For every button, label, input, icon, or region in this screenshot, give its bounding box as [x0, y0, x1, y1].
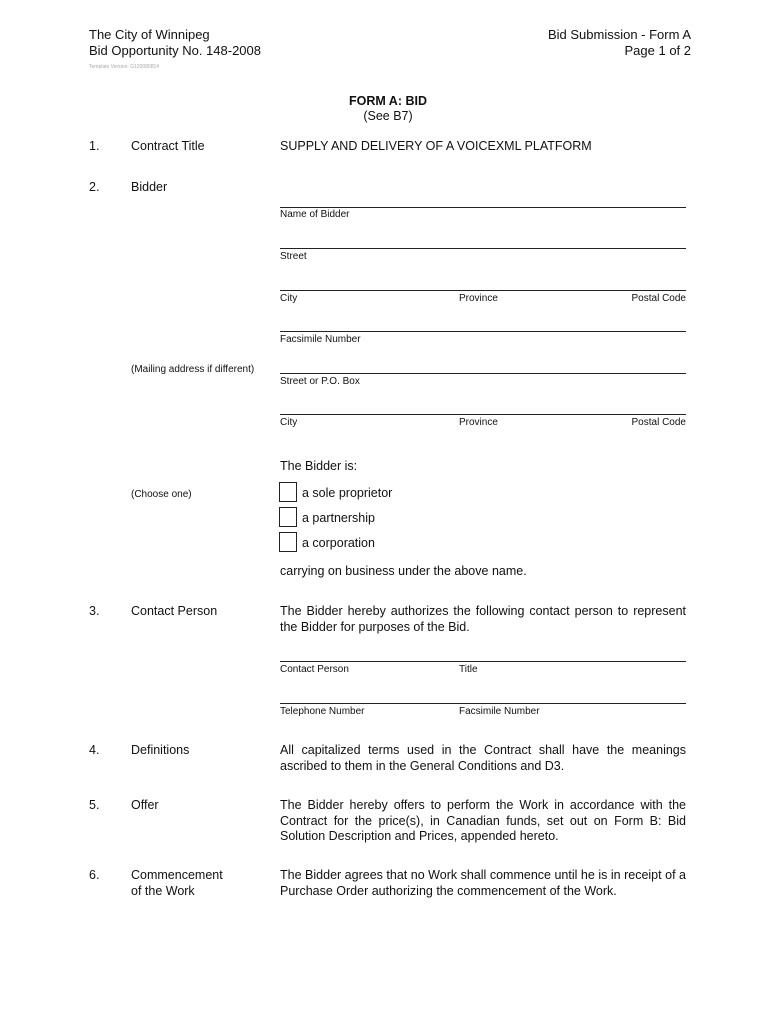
street-field[interactable]	[280, 248, 686, 249]
street-caption: Street	[280, 251, 307, 262]
section-6-label-line2: of the Work	[131, 883, 195, 898]
mailing-city-province-postal-field[interactable]	[280, 414, 686, 415]
section-4-number: 4.	[89, 743, 100, 757]
title-caption: Title	[459, 664, 478, 675]
template-version: Template Version: G120080814	[89, 64, 160, 70]
corporation-label: a corporation	[302, 536, 375, 550]
name-of-bidder-caption: Name of Bidder	[280, 209, 350, 220]
section-3-number: 3.	[89, 604, 100, 618]
partnership-checkbox[interactable]	[279, 507, 297, 527]
form-title: FORM A: BID	[349, 94, 427, 108]
contract-title-value: SUPPLY AND DELIVERY OF A VOICEXML PLATFORM	[280, 139, 592, 153]
page-number: Page 1 of 2	[624, 43, 691, 58]
province-caption: Province	[459, 293, 498, 304]
section-2-label: Bidder	[131, 180, 168, 194]
corporation-checkbox[interactable]	[279, 532, 297, 552]
sole-proprietor-label: a sole proprietor	[302, 486, 393, 500]
header-right	[548, 27, 691, 59]
mailing-city-caption: City	[280, 417, 298, 428]
city-caption: City	[280, 293, 298, 304]
section-6-label	[131, 868, 223, 899]
telephone-number-caption: Telephone Number	[280, 706, 365, 717]
header-left	[89, 27, 261, 59]
contact-person-caption: Contact Person	[280, 664, 349, 675]
choose-one-note: (Choose one)	[131, 489, 192, 500]
po-box-field[interactable]	[280, 373, 686, 374]
facsimile-caption: Facsimile Number	[280, 334, 361, 345]
offer-text: The Bidder hereby offers to perform the Work in accordance with the Contract for the price(s), in Canadian funds, set out on Form B: Bid Solution Description and Prices, appended hereto.	[280, 798, 686, 843]
mailing-postal-code-caption: Postal Code	[631, 417, 686, 428]
section-3-label: Contact Person	[131, 604, 218, 618]
section-5-label: Offer	[131, 798, 159, 812]
carrying-on-business-text: carrying on business under the above name.	[280, 564, 527, 578]
form-identifier: Bid Submission - Form A	[547, 27, 691, 42]
po-box-caption: Street or P.O. Box	[280, 376, 360, 387]
definitions-text: All capitalized terms used in the Contract shall have the meanings ascribed to them in the General Conditions and D3.	[280, 743, 686, 773]
section-5-number: 5.	[89, 798, 100, 812]
mailing-province-caption: Province	[459, 417, 498, 428]
bidder-is-label: The Bidder is:	[280, 459, 358, 473]
section-2-number: 2.	[89, 180, 100, 194]
city-province-postal-field[interactable]	[280, 290, 686, 291]
contact-facsimile-caption: Facsimile Number	[459, 706, 540, 717]
contact-person-text: The Bidder hereby authorizes the following contact person to represent the Bidder for purposes of the Bid.	[280, 604, 686, 634]
contact-person-title-field[interactable]	[280, 661, 686, 662]
sole-proprietor-checkbox[interactable]	[279, 482, 297, 502]
section-1-number: 1.	[89, 139, 100, 153]
facsimile-field[interactable]	[280, 331, 686, 332]
postal-code-caption: Postal Code	[631, 293, 686, 304]
section-4-label: Definitions	[131, 743, 190, 757]
telephone-facsimile-field[interactable]	[280, 703, 686, 704]
partnership-label: a partnership	[302, 511, 375, 525]
name-of-bidder-field[interactable]	[280, 207, 686, 208]
bid-opportunity-number: Bid Opportunity No. 148-2008	[89, 43, 261, 58]
section-6-number: 6.	[89, 868, 100, 882]
city-name: The City of Winnipeg	[89, 27, 210, 42]
section-1-label: Contract Title	[131, 139, 205, 153]
section-6-label-line1: Commencement	[131, 868, 223, 882]
commencement-text: The Bidder agrees that no Work shall commence until he is in receipt of a Purchase Order authorizing the commencement of the Work.	[280, 868, 686, 898]
form-subtitle: (See B7)	[363, 109, 413, 123]
mailing-address-note: (Mailing address if different)	[131, 364, 255, 375]
